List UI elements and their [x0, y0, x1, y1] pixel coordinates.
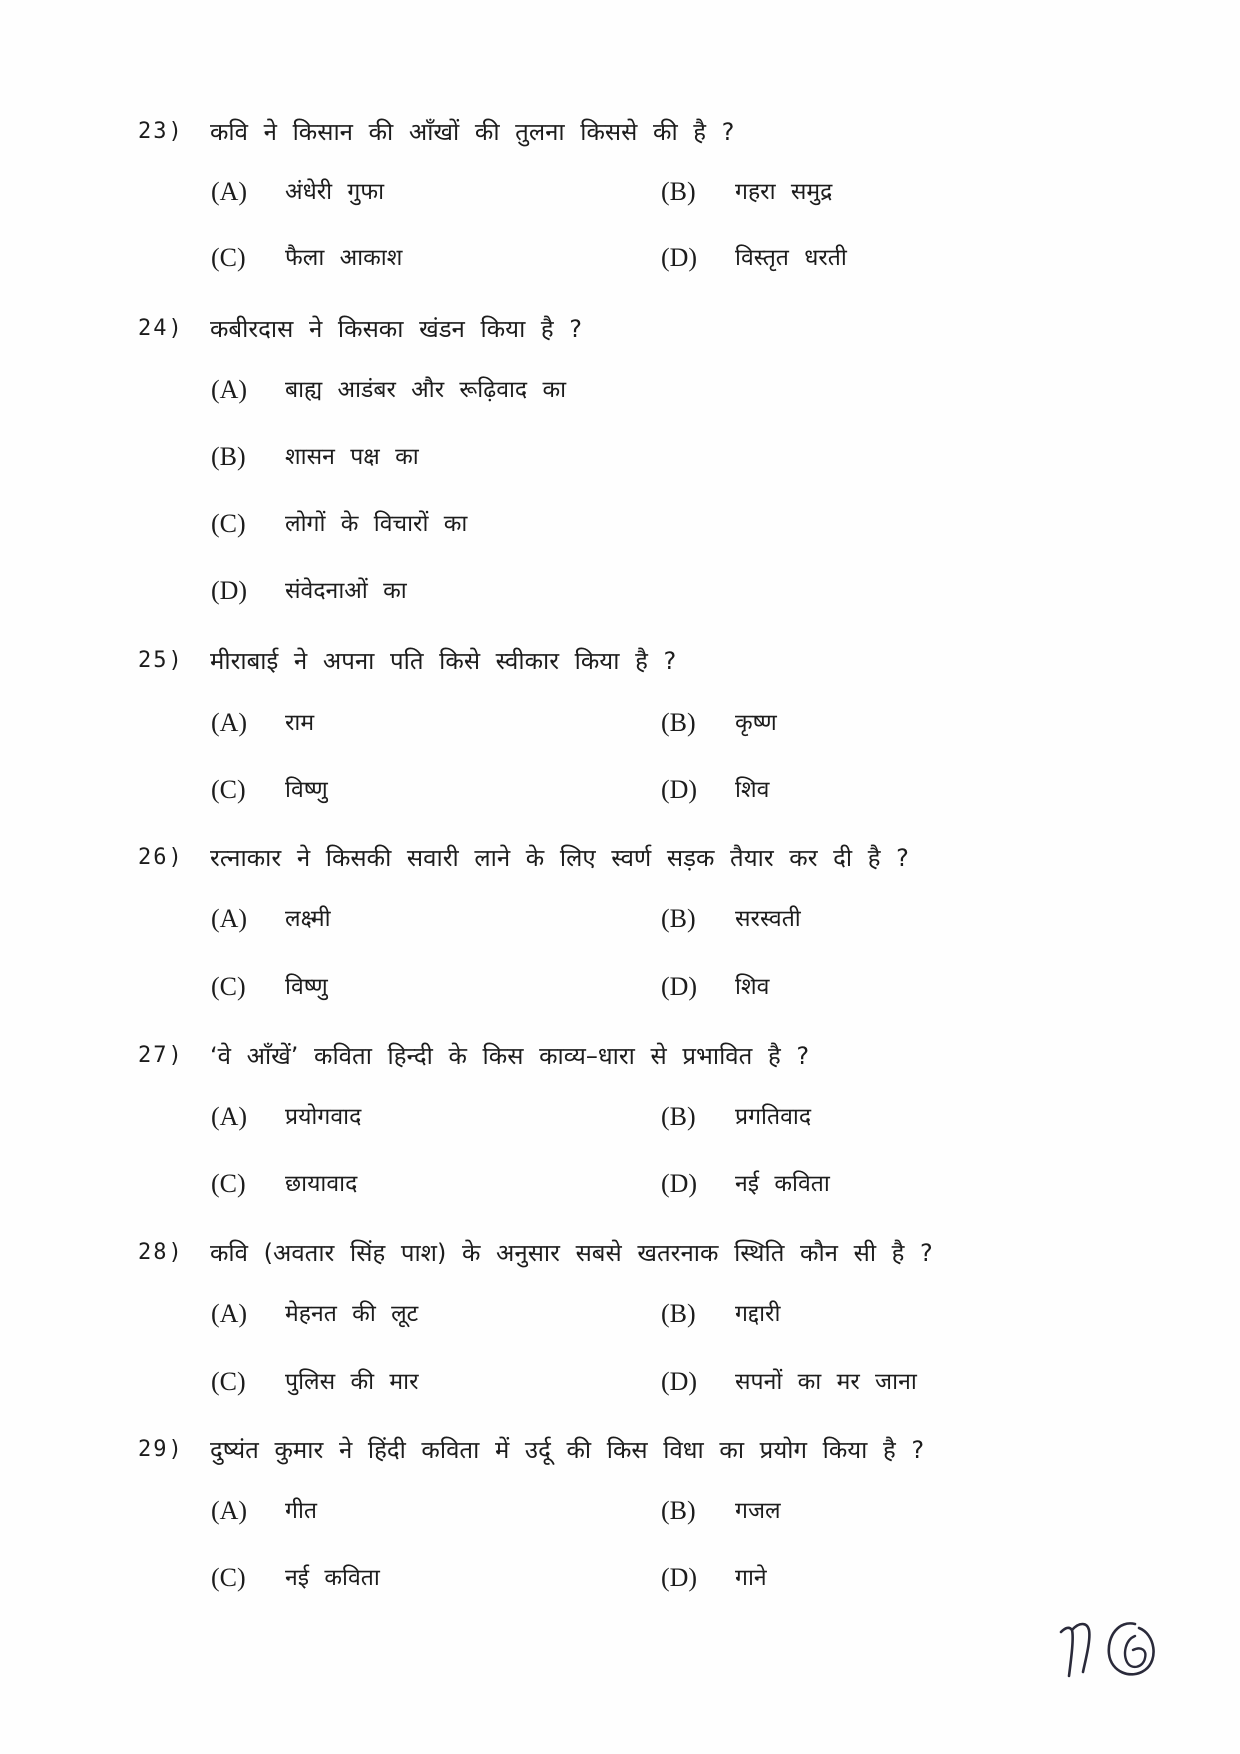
- option-letter: (B): [661, 1299, 696, 1328]
- option-letter: (B): [661, 177, 696, 206]
- option-text: फैला आकाश: [285, 245, 403, 271]
- option-letter: (C): [211, 1563, 246, 1592]
- option-letter: (D): [211, 576, 248, 605]
- question-27: [138, 1036, 1138, 1076]
- option-text: गद्दारी: [735, 1301, 781, 1327]
- question-26: [138, 838, 1138, 878]
- option-text: नई कविता: [735, 1171, 830, 1197]
- option-text: मेहनत की लूट: [285, 1301, 419, 1327]
- option-text: पुलिस की मार: [285, 1369, 419, 1395]
- option-text: नई कविता: [285, 1565, 380, 1591]
- question-number: 23): [138, 119, 184, 144]
- option-letter: (B): [661, 708, 696, 737]
- option-text: गजल: [735, 1498, 781, 1524]
- option-letter: (C): [211, 509, 246, 538]
- option-letter: (C): [211, 775, 246, 804]
- question-text: दुष्यंत कुमार ने हिंदी कविता में उर्दू की किस विधा का प्रयोग किया है ?: [210, 1436, 925, 1464]
- question-number: 26): [138, 845, 184, 870]
- option-letter: (B): [211, 442, 246, 471]
- option-letter: (C): [211, 1367, 246, 1396]
- option-text: लक्ष्मी: [285, 906, 331, 932]
- option-text: कृष्ण: [735, 710, 777, 736]
- option-text: छायावाद: [285, 1171, 358, 1197]
- question-25: [138, 641, 1138, 681]
- question-text: कबीरदास ने किसका खंडन किया है ?: [210, 315, 583, 343]
- option-letter: (D): [661, 972, 698, 1001]
- question-number: 28): [138, 1240, 184, 1265]
- option-text: शिव: [735, 777, 770, 803]
- option-text: गहरा समुद्र: [735, 179, 833, 205]
- option-text: शासन पक्ष का: [285, 444, 419, 470]
- question-number: 27): [138, 1043, 184, 1068]
- option-letter: (B): [661, 1102, 696, 1131]
- option-letter: (A): [211, 1299, 248, 1328]
- option-text: अंधेरी गुफा: [285, 179, 385, 205]
- question-text: ‘वे आँखें’ कविता हिन्दी के किस काव्य–धारा से प्रभावित है ?: [210, 1042, 810, 1070]
- question-23: [138, 112, 1138, 152]
- question-number: 24): [138, 316, 184, 341]
- option-text: बाह्य आडंबर और रूढ़िवाद का: [285, 377, 567, 403]
- question-28: [138, 1233, 1138, 1273]
- option-letter: (A): [211, 177, 248, 206]
- question-text: कवि (अवतार सिंह पाश) के अनुसार सबसे खतरनाक स्थिति कौन सी है ?: [210, 1239, 933, 1267]
- question-24: [138, 309, 1138, 349]
- question-number: 29): [138, 1437, 184, 1462]
- option-letter: (B): [661, 904, 696, 933]
- option-text: सपनों का मर जाना: [735, 1369, 917, 1395]
- option-letter: (D): [661, 775, 698, 804]
- handwritten-signature: [1055, 1610, 1175, 1690]
- option-letter: (C): [211, 1169, 246, 1198]
- option-letter: (C): [211, 972, 246, 1001]
- option-text: विस्तृत धरती: [735, 245, 847, 271]
- option-letter: (B): [661, 1496, 696, 1525]
- option-letter: (A): [211, 904, 248, 933]
- option-letter: (D): [661, 1563, 698, 1592]
- option-text: गीत: [285, 1498, 318, 1524]
- question-29: [138, 1430, 1138, 1470]
- option-letter: (A): [211, 375, 248, 404]
- option-text: लोगों के विचारों का: [285, 511, 468, 537]
- option-text: शिव: [735, 974, 770, 1000]
- question-text: मीराबाई ने अपना पति किसे स्वीकार किया है ?: [210, 647, 677, 675]
- question-text: कवि ने किसान की आँखों की तुलना किससे की है ?: [210, 118, 735, 146]
- option-text: संवेदनाओं का: [285, 578, 407, 604]
- option-letter: (D): [661, 1367, 698, 1396]
- option-text: विष्णु: [285, 974, 328, 1000]
- option-letter: (D): [661, 1169, 698, 1198]
- option-letter: (D): [661, 243, 698, 272]
- question-number: 25): [138, 648, 184, 673]
- question-text: रत्नाकार ने किसकी सवारी लाने के लिए स्वर्ण सड़क तैयार कर दी है ?: [210, 844, 909, 872]
- option-text: प्रयोगवाद: [285, 1104, 362, 1130]
- option-letter: (C): [211, 243, 246, 272]
- option-letter: (A): [211, 708, 248, 737]
- option-text: राम: [285, 710, 315, 736]
- option-text: गाने: [735, 1565, 767, 1591]
- option-text: प्रगतिवाद: [735, 1104, 812, 1130]
- option-letter: (A): [211, 1496, 248, 1525]
- option-text: विष्णु: [285, 777, 328, 803]
- option-text: सरस्वती: [735, 906, 801, 932]
- option-letter: (A): [211, 1102, 248, 1131]
